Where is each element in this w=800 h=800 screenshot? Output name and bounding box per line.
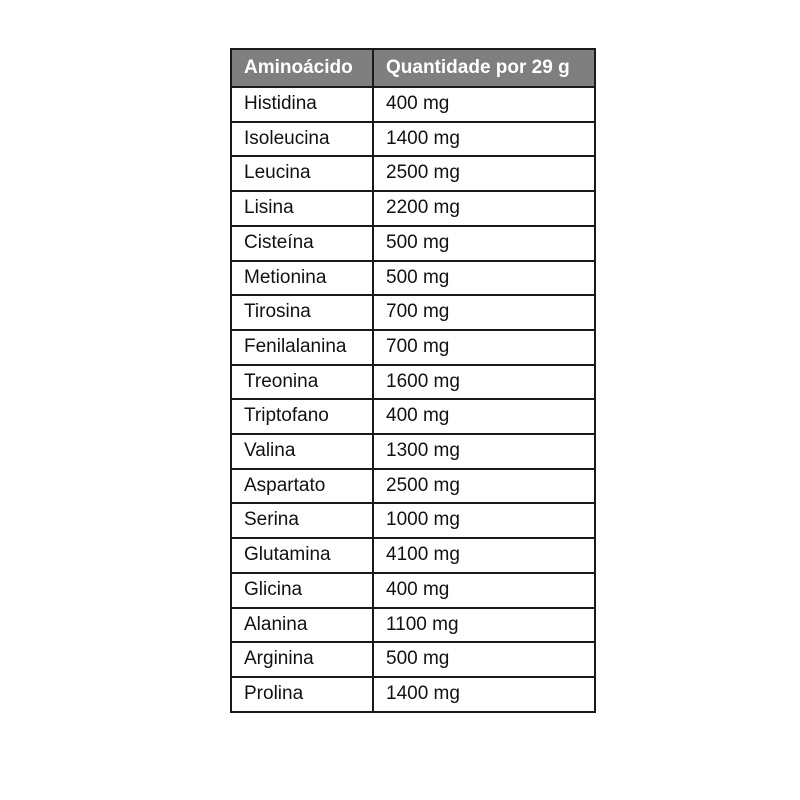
table-header (231, 49, 595, 87)
quantity-cell: 700 mg (373, 295, 595, 330)
header-row (231, 49, 595, 87)
aminoacid-cell: Aspartato (231, 469, 373, 504)
aminoacid-cell: Valina (231, 434, 373, 469)
quantity-cell: 1400 mg (373, 677, 595, 712)
quantity-cell: 500 mg (373, 261, 595, 296)
table-row (231, 503, 595, 538)
quantity-cell: 400 mg (373, 87, 595, 122)
quantity-cell: 400 mg (373, 399, 595, 434)
aminoacid-cell: Histidina (231, 87, 373, 122)
quantity-cell: 1600 mg (373, 365, 595, 400)
table-row (231, 191, 595, 226)
table-row (231, 295, 595, 330)
quantity-cell: 1100 mg (373, 608, 595, 643)
quantity-cell: 1300 mg (373, 434, 595, 469)
aminoacid-cell: Glicina (231, 573, 373, 608)
table-body (231, 87, 595, 712)
aminoacid-cell: Alanina (231, 608, 373, 643)
table-row (231, 573, 595, 608)
aminoacid-cell: Glutamina (231, 538, 373, 573)
table-row (231, 365, 595, 400)
amino-acid-table (230, 48, 596, 713)
quantity-cell: 500 mg (373, 642, 595, 677)
table-row (231, 538, 595, 573)
table-row (231, 642, 595, 677)
aminoacid-cell: Leucina (231, 156, 373, 191)
table-row (231, 261, 595, 296)
table-row (231, 608, 595, 643)
quantity-cell: 1400 mg (373, 122, 595, 157)
aminoacid-cell: Prolina (231, 677, 373, 712)
header-quantity: Quantidade por 29 g (373, 49, 595, 87)
table-row (231, 469, 595, 504)
quantity-cell: 2500 mg (373, 156, 595, 191)
table-row (231, 677, 595, 712)
table-row (231, 434, 595, 469)
aminoacid-cell: Metionina (231, 261, 373, 296)
table-row (231, 87, 595, 122)
table-row (231, 122, 595, 157)
aminoacid-cell: Cisteína (231, 226, 373, 261)
aminoacid-cell: Lisina (231, 191, 373, 226)
quantity-cell: 500 mg (373, 226, 595, 261)
table-row (231, 330, 595, 365)
aminoacid-cell: Fenilalanina (231, 330, 373, 365)
table-row (231, 226, 595, 261)
aminoacid-cell: Triptofano (231, 399, 373, 434)
aminoacid-cell: Serina (231, 503, 373, 538)
table-row (231, 156, 595, 191)
quantity-cell: 2200 mg (373, 191, 595, 226)
aminoacid-cell: Arginina (231, 642, 373, 677)
quantity-cell: 400 mg (373, 573, 595, 608)
quantity-cell: 4100 mg (373, 538, 595, 573)
aminoacid-cell: Tirosina (231, 295, 373, 330)
aminoacid-cell: Treonina (231, 365, 373, 400)
quantity-cell: 1000 mg (373, 503, 595, 538)
quantity-cell: 2500 mg (373, 469, 595, 504)
table-row (231, 399, 595, 434)
aminoacid-cell: Isoleucina (231, 122, 373, 157)
header-aminoacid: Aminoácido (231, 49, 373, 87)
quantity-cell: 700 mg (373, 330, 595, 365)
